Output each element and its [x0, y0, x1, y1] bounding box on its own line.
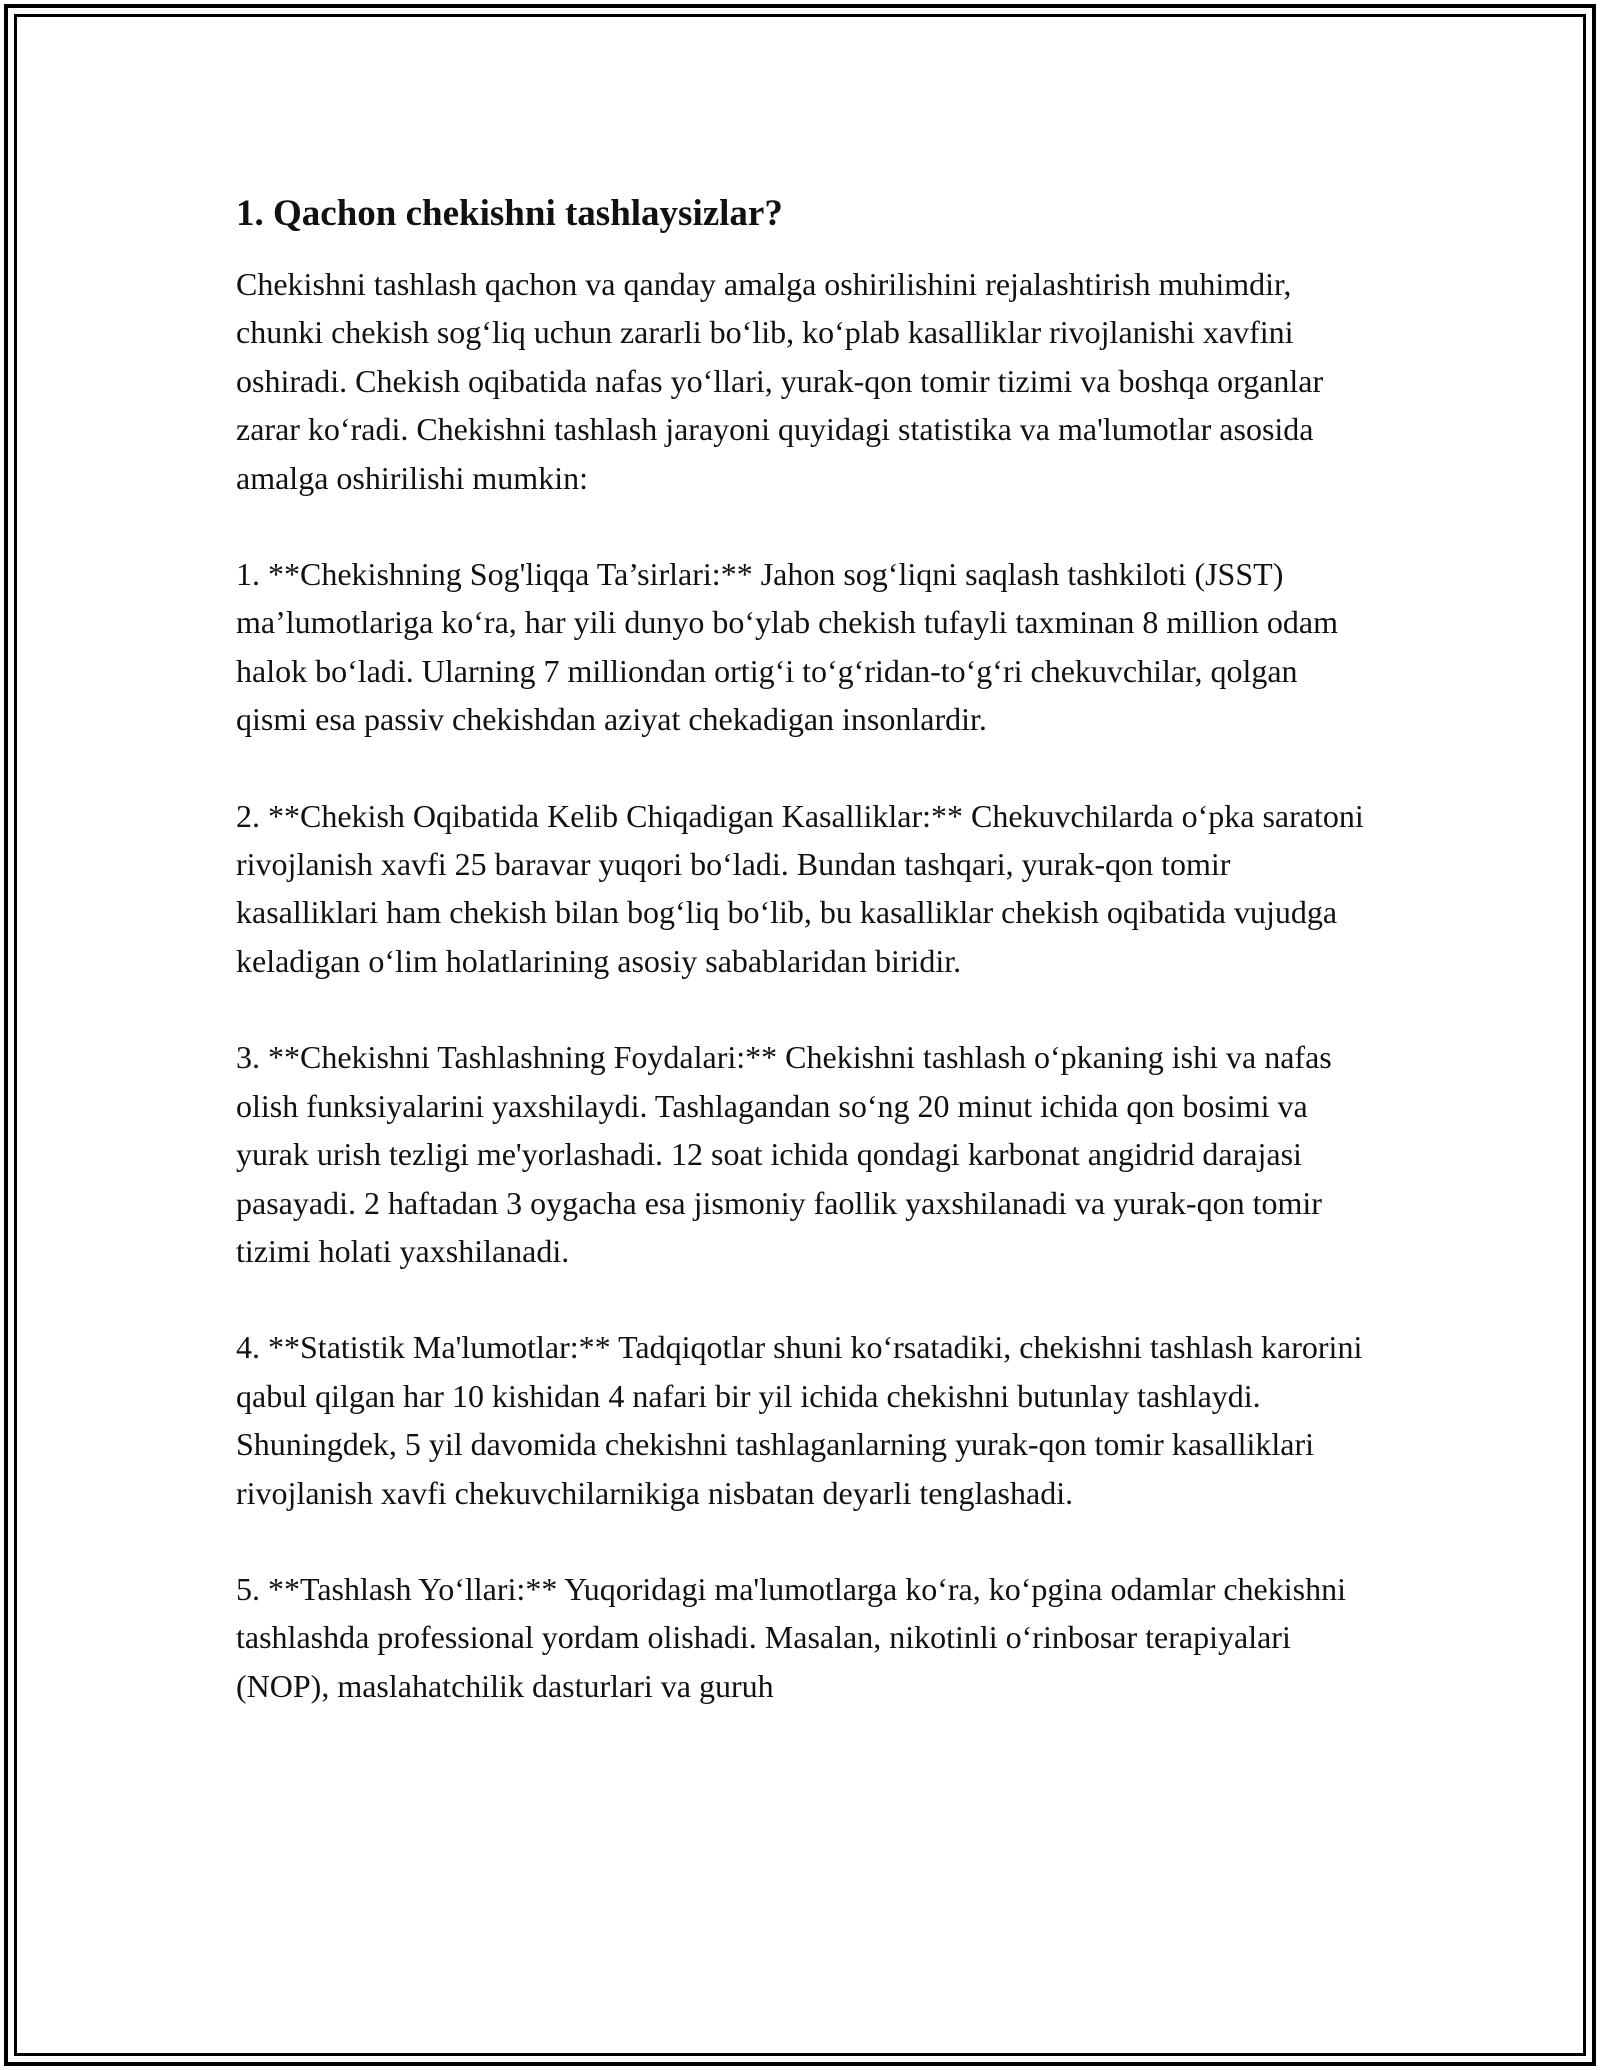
paragraph-health-effects: 1. **Chekishning Sog'liqqa Ta’sirlari:** Jahon sog‘liqni saqlash tashkiloti (JSST) ma’lumotlariga ko‘ra, har yili dunyo bo‘ylab chekish tufayli taxminan 8 million odam halok bo‘ladi. Ularning 7 milliondan ortig‘i to‘g‘ridan-to‘g‘ri chekuvchilar, qolgan qismi esa passiv chekishdan aziyat chekadigan insonlardir.	[236, 556, 1338, 738]
paragraph-diseases: 2. **Chekish Oqibatida Kelib Chiqadigan Kasalliklar:** Chekuvchilarda o‘pka saratoni rivojlanish xavfi 25 baravar yuqori bo‘ladi. Bundan tashqari, yurak-qon tomir kasalliklari ham chekish bilan bog‘liq bo‘lib, bu kasalliklar chekish oqibatida vujudga keladigan o‘lim holatlarining asosiy sabablaridan biridir.	[236, 797, 1364, 979]
paragraph-benefits: 3. **Chekishni Tashlashning Foydalari:** Chekishni tashlash o‘pkaning ishi va nafas olish funksiyalarini yaxshilaydi. Tashlagandan so‘ng 20 minut ichida qon bosimi va yurak urish tezligi me'yorlashadi. 12 soat ichida qondagi karbonat angidrid darajasi pasayadi. 2 haftadan 3 oygacha esa jismoniy faollik yaxshilanadi va yurak-qon tomir tizimi holati yaxshilanadi.	[236, 1039, 1332, 1269]
document-body	[236, 188, 1366, 1758]
paragraph-statistics: 4. **Statistik Ma'lumotlar:** Tadqiqotlar shuni ko‘rsatadiki, chekishni tashlash karorini qabul qilgan har 10 kishidan 4 nafari bir yil ichida chekishni butunlay tashlaydi. Shuningdek, 5 yil davomida chekishni tashlaganlarning yurak-qon tomir kasalliklari rivojlanish xavfi chekuvchilarnikiga nisbatan deyarli tenglashadi.	[236, 1329, 1363, 1511]
paragraph-quit-methods: 5. **Tashlash Yo‘llari:** Yuqoridagi ma'lumotlarga ko‘ra, ko‘pgina odamlar chekishni tashlashda professional yordam olishadi. Masalan, nikotinli o‘rinbosar terapiyalari (NOP), maslahatchilik dasturlari va guruh	[236, 1570, 1346, 1704]
document-title: 1. Qachon chekishni tashlaysizlar?	[236, 193, 783, 234]
intro-paragraph: Chekishni tashlash qachon va qanday amalga oshirilishini rejalashtirish muhimdir, chunki chekish sog‘liq uchun zararli bo‘lib, ko‘plab kasalliklar rivojlanishi xavfini oshiradi. Chekish oqibatida nafas yo‘llari, yurak-qon tomir tizimi va boshqa organlar zarar ko‘radi. Chekishni tashlash jarayoni quyidagi statistika va ma'lumotlar asosida amalga oshirilishi mumkin:	[236, 266, 1324, 496]
